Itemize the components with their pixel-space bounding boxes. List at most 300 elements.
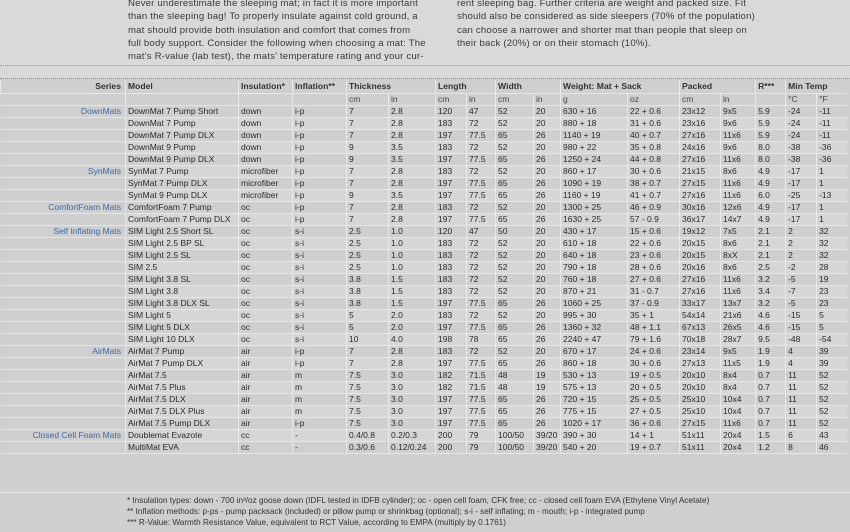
spec-cell: 71.5 — [467, 369, 496, 381]
spec-cell: -17 — [786, 177, 817, 189]
spec-cell: 5.9 — [756, 117, 786, 129]
spec-cell: 430 + 17 — [561, 225, 628, 237]
spec-cell: 20 — [534, 273, 561, 285]
model-name: AirMat 7 Pump DLX — [126, 357, 239, 369]
spec-cell: 2 — [786, 249, 817, 261]
spec-cell: 20 — [534, 237, 561, 249]
spec-cell: 197 — [436, 417, 467, 429]
spec-cell: 22 + 0.6 — [628, 105, 680, 117]
intro-line: their back (20%) or on their stomach (10%). — [457, 37, 651, 49]
spec-cell: 2.5 — [347, 225, 389, 237]
spec-cell: 20 — [534, 201, 561, 213]
spec-cell: 0.7 — [756, 417, 786, 429]
spec-cell: 52 — [496, 165, 534, 177]
spec-cell: 36x17 — [680, 213, 721, 225]
spec-cell: 47 — [467, 105, 496, 117]
unit-cell: °F — [817, 93, 847, 105]
spec-cell: 26 — [534, 405, 561, 417]
spec-cell: 20x4 — [721, 429, 756, 441]
spec-cell: air — [239, 417, 293, 429]
spec-cell: 20 — [534, 141, 561, 153]
spec-cell: m — [293, 369, 347, 381]
spec-cell: 0.2/0.3 — [389, 429, 436, 441]
spec-cell: 3.8 — [347, 285, 389, 297]
spec-cell: 9x6 — [721, 117, 756, 129]
model-name: ComfortFoam 7 Pump DLX — [126, 213, 239, 225]
model-name: DownMat 7 Pump — [126, 117, 239, 129]
unit-cell: in — [389, 93, 436, 105]
model-name: SIM Light 3.8 DLX SL — [126, 297, 239, 309]
spec-cell: 38 + 0.7 — [628, 177, 680, 189]
units-row — [1, 93, 847, 105]
series-label — [1, 285, 126, 297]
spec-cell: 20 — [534, 165, 561, 177]
spec-cell: 860 + 17 — [561, 165, 628, 177]
spec-cell: 48 — [496, 369, 534, 381]
series-label — [1, 261, 126, 273]
spec-cell: oc — [239, 261, 293, 273]
spec-cell: 1300 + 25 — [561, 201, 628, 213]
spec-cell: 2.8 — [389, 201, 436, 213]
spec-cell: 1250 + 24 — [561, 153, 628, 165]
spec-cell: 530 + 13 — [561, 369, 628, 381]
spec-cell: 11 — [786, 381, 817, 393]
table-row — [1, 297, 847, 309]
model-name: SIM Light 3.8 SL — [126, 273, 239, 285]
spec-cell: 52 — [817, 393, 847, 405]
spec-cell: 7 — [347, 117, 389, 129]
spec-cell: i-p — [293, 117, 347, 129]
intro-line: full body support. Consider the following when choosing a mat: The — [128, 37, 426, 49]
spec-cell: s-i — [293, 273, 347, 285]
spec-cell: 7 — [347, 213, 389, 225]
model-name: DownMat 9 Pump — [126, 141, 239, 153]
spec-cell: i-p — [293, 357, 347, 369]
spec-cell: 27x16 — [680, 273, 721, 285]
table-row — [1, 105, 847, 117]
spec-cell: 7 — [347, 345, 389, 357]
series-label — [1, 177, 126, 189]
intro-line: than the sleeping bag! To properly insulate against cold ground, a — [128, 11, 418, 23]
series-label — [1, 189, 126, 201]
spec-cell: 72 — [467, 165, 496, 177]
spec-cell: 540 + 20 — [561, 441, 628, 453]
spec-cell: 20 — [534, 309, 561, 321]
spec-cell: 1630 + 25 — [561, 213, 628, 225]
spec-cell: i-p — [293, 165, 347, 177]
spec-cell: 7.5 — [347, 417, 389, 429]
spec-cell: 79 — [467, 441, 496, 453]
spec-cell: 65 — [496, 153, 534, 165]
spec-cell: 11x6 — [721, 273, 756, 285]
table-row — [1, 165, 847, 177]
spec-cell: 52 — [496, 117, 534, 129]
spec-cell: 870 + 21 — [561, 285, 628, 297]
spec-cell: 5 — [817, 309, 847, 321]
spec-cell: 0.7 — [756, 393, 786, 405]
spec-cell: 1.9 — [756, 345, 786, 357]
spec-cell: 3.2 — [756, 297, 786, 309]
spec-cell: 3.2 — [756, 273, 786, 285]
spec-cell: 182 — [436, 369, 467, 381]
spec-cell: 52 — [496, 309, 534, 321]
model-name: MultiMat EVA — [126, 441, 239, 453]
spec-cell: 183 — [436, 165, 467, 177]
spec-cell: 20 — [534, 345, 561, 357]
spec-cell: 2.8 — [389, 117, 436, 129]
header-r-value: R*** — [756, 80, 786, 93]
spec-cell: 19 + 0.5 — [628, 369, 680, 381]
spec-cell: 20x10 — [680, 381, 721, 393]
spec-cell: 25x10 — [680, 405, 721, 417]
spec-cell: 77.5 — [467, 129, 496, 141]
spec-table — [0, 80, 847, 454]
spec-cell: 27x15 — [680, 177, 721, 189]
spec-cell: 65 — [496, 357, 534, 369]
spec-cell: 2.5 — [347, 261, 389, 273]
spec-cell: 670 + 17 — [561, 345, 628, 357]
unit-cell: °C — [786, 93, 817, 105]
spec-cell: 2.1 — [756, 249, 786, 261]
spec-cell: 14x7 — [721, 213, 756, 225]
spec-cell: m — [293, 393, 347, 405]
spec-cell: -2 — [786, 261, 817, 273]
spec-cell: 7 — [347, 177, 389, 189]
spec-cell: -38 — [786, 153, 817, 165]
spec-cell: 57 - 0.9 — [628, 213, 680, 225]
spec-cell: 1.0 — [389, 237, 436, 249]
spec-cell: 3.5 — [389, 153, 436, 165]
spec-cell: m — [293, 381, 347, 393]
spec-cell: 575 + 13 — [561, 381, 628, 393]
table-row — [1, 417, 847, 429]
spec-cell: 19 — [534, 381, 561, 393]
spec-cell: oc — [239, 297, 293, 309]
spec-cell: 72 — [467, 309, 496, 321]
spec-cell: 20 — [534, 261, 561, 273]
spec-cell: 32 — [817, 225, 847, 237]
spec-cell: -54 — [817, 333, 847, 345]
spec-cell: oc — [239, 273, 293, 285]
spec-cell: 15 + 0.6 — [628, 225, 680, 237]
spec-cell: 77.5 — [467, 417, 496, 429]
spec-cell: 197 — [436, 213, 467, 225]
spec-cell: 610 + 18 — [561, 237, 628, 249]
spec-cell: -38 — [786, 141, 817, 153]
spec-cell: 35 + 0.8 — [628, 141, 680, 153]
spec-cell: 3.0 — [389, 381, 436, 393]
spec-cell: oc — [239, 213, 293, 225]
spec-cell: 9 — [347, 141, 389, 153]
header-thickness: Thickness — [347, 80, 436, 93]
spec-cell: -11 — [817, 117, 847, 129]
spec-cell: 26 — [534, 321, 561, 333]
spec-cell: 65 — [496, 393, 534, 405]
spec-cell: 7.5 — [347, 393, 389, 405]
intro-line: can choose a narrower and shorter mat than people that sleep on — [457, 24, 747, 36]
spec-cell: 23 — [817, 285, 847, 297]
spec-cell: -48 — [786, 333, 817, 345]
spec-cell: s-i — [293, 321, 347, 333]
spec-cell: 9x6 — [721, 141, 756, 153]
table-row — [1, 153, 847, 165]
spec-cell: 39/20 — [534, 441, 561, 453]
spec-cell: 2.5 — [756, 261, 786, 273]
spec-cell: 12x6 — [721, 201, 756, 213]
spec-cell: 183 — [436, 273, 467, 285]
spec-cell: 1.5 — [389, 285, 436, 297]
spec-cell: down — [239, 105, 293, 117]
series-label — [1, 249, 126, 261]
spec-cell: 1 — [817, 165, 847, 177]
spec-cell: 52 — [496, 141, 534, 153]
spec-cell: 27x13 — [680, 357, 721, 369]
spec-cell: 23x16 — [680, 117, 721, 129]
spec-cell: 20 — [534, 225, 561, 237]
table-row — [1, 285, 847, 297]
table-row — [1, 393, 847, 405]
spec-cell: down — [239, 117, 293, 129]
spec-cell: 26 — [534, 333, 561, 345]
spec-cell: 4.9 — [756, 177, 786, 189]
model-name: ComfortFoam 7 Pump — [126, 201, 239, 213]
spec-cell: -24 — [786, 105, 817, 117]
table-row — [1, 369, 847, 381]
header-length: Length — [436, 80, 496, 93]
spec-cell: 65 — [496, 321, 534, 333]
table-row — [1, 429, 847, 441]
spec-cell: 10 — [347, 333, 389, 345]
spec-cell: 1060 + 25 — [561, 297, 628, 309]
spec-cell: 8.0 — [756, 153, 786, 165]
spec-cell: 3.4 — [756, 285, 786, 297]
spec-cell: 25x10 — [680, 393, 721, 405]
spec-cell: 52 — [496, 285, 534, 297]
spec-cell: 14 + 1 — [628, 429, 680, 441]
spec-cell: 31 + 0.6 — [628, 117, 680, 129]
spec-cell: -15 — [786, 321, 817, 333]
spec-cell: 2.0 — [389, 309, 436, 321]
spec-cell: 52 — [496, 201, 534, 213]
spec-cell: m — [293, 405, 347, 417]
spec-cell: 39 — [817, 357, 847, 369]
spec-cell: 39 — [817, 345, 847, 357]
model-name: SIM Light 2.5 BP SL — [126, 237, 239, 249]
spec-cell: 65 — [496, 297, 534, 309]
unit-cell: oz — [628, 93, 680, 105]
spec-cell: microfiber — [239, 189, 293, 201]
series-label — [1, 237, 126, 249]
spec-cell: 36 + 0.6 — [628, 417, 680, 429]
series-label: DownMats — [80, 105, 121, 116]
spec-cell: 1 — [817, 201, 847, 213]
spec-cell: 21x6 — [721, 309, 756, 321]
spec-cell: -17 — [786, 213, 817, 225]
spec-cell: 52 — [496, 273, 534, 285]
spec-cell: s-i — [293, 285, 347, 297]
unit-cell: cm — [496, 93, 534, 105]
spec-cell: 1.0 — [389, 225, 436, 237]
model-name: SIM Light 10 DLX — [126, 333, 239, 345]
spec-cell: 2.8 — [389, 345, 436, 357]
spec-cell: 980 + 22 — [561, 141, 628, 153]
header-width: Width — [496, 80, 561, 93]
spec-cell: cc — [239, 441, 293, 453]
intro-line: rent sleeping bag. Further criteria are weight and packed size. Fit — [457, 0, 747, 9]
spec-cell: 3.0 — [389, 369, 436, 381]
model-name: SynMat 9 Pump DLX — [126, 189, 239, 201]
spec-cell: oc — [239, 309, 293, 321]
spec-cell: 20x15 — [680, 237, 721, 249]
spec-cell: 183 — [436, 261, 467, 273]
spec-cell: air — [239, 357, 293, 369]
spec-cell: 28x7 — [721, 333, 756, 345]
spec-cell: 72 — [467, 285, 496, 297]
spec-cell: air — [239, 381, 293, 393]
spec-cell: 2.1 — [756, 237, 786, 249]
spec-cell: 3.5 — [389, 141, 436, 153]
spec-cell: 20x10 — [680, 369, 721, 381]
spec-cell: 4.9 — [756, 213, 786, 225]
spec-cell: 995 + 30 — [561, 309, 628, 321]
intro-divider — [0, 65, 850, 66]
spec-cell: 20 — [534, 105, 561, 117]
spec-cell: i-p — [293, 105, 347, 117]
spec-cell: 2.5 — [347, 249, 389, 261]
spec-cell: s-i — [293, 249, 347, 261]
table-row — [1, 261, 847, 273]
spec-cell: 120 — [436, 105, 467, 117]
spec-cell: 183 — [436, 117, 467, 129]
spec-cell: 52 — [817, 405, 847, 417]
spec-cell: 33x17 — [680, 297, 721, 309]
spec-cell: 50 — [496, 225, 534, 237]
spec-cell: 77.5 — [467, 357, 496, 369]
spec-cell: 30x16 — [680, 201, 721, 213]
series-label — [1, 129, 126, 141]
spec-cell: 65 — [496, 213, 534, 225]
unit-cell: cm — [680, 93, 721, 105]
spec-cell: 28 — [817, 261, 847, 273]
spec-cell: 1.9 — [756, 357, 786, 369]
spec-cell: 11 — [786, 393, 817, 405]
spec-cell: 9 — [347, 189, 389, 201]
spec-cell: 70x18 — [680, 333, 721, 345]
spec-cell: 182 — [436, 381, 467, 393]
spec-cell: 11x5 — [721, 357, 756, 369]
series-label — [1, 273, 126, 285]
spec-cell: 1360 + 32 — [561, 321, 628, 333]
spec-cell: 27 + 0.6 — [628, 273, 680, 285]
spec-cell: 20x15 — [680, 249, 721, 261]
spec-cell: 26 — [534, 417, 561, 429]
spec-cell: - — [293, 441, 347, 453]
spec-cell: 630 + 16 — [561, 105, 628, 117]
spec-cell: 0.7 — [756, 405, 786, 417]
header-min-temp: Min Temp — [786, 80, 847, 93]
spec-cell: 23 — [817, 297, 847, 309]
spec-cell: s-i — [293, 261, 347, 273]
table-row — [1, 249, 847, 261]
spec-cell: 48 — [496, 381, 534, 393]
spec-cell: 27x16 — [680, 285, 721, 297]
spec-cell: 77.5 — [467, 189, 496, 201]
spec-cell: 11 — [786, 405, 817, 417]
spec-cell: 77.5 — [467, 213, 496, 225]
spec-cell: 760 + 18 — [561, 273, 628, 285]
table-row — [1, 177, 847, 189]
spec-cell: 35 + 1 — [628, 309, 680, 321]
spec-cell: 10x4 — [721, 393, 756, 405]
spec-cell: air — [239, 345, 293, 357]
spec-cell: air — [239, 369, 293, 381]
spec-cell: oc — [239, 285, 293, 297]
spec-cell: 183 — [436, 237, 467, 249]
spec-cell: 4 — [786, 357, 817, 369]
table-row — [1, 441, 847, 453]
spec-cell: -17 — [786, 201, 817, 213]
spec-cell: 7.5 — [347, 369, 389, 381]
table-row — [1, 405, 847, 417]
spec-cell: 72 — [467, 117, 496, 129]
model-name: AirMat 7.5 — [126, 369, 239, 381]
spec-cell: i-p — [293, 213, 347, 225]
spec-cell: 197 — [436, 153, 467, 165]
spec-cell: 1 — [817, 177, 847, 189]
spec-cell: s-i — [293, 333, 347, 345]
series-label — [1, 213, 126, 225]
spec-cell: 7 — [347, 129, 389, 141]
spec-cell: 48 + 1.1 — [628, 321, 680, 333]
spec-cell: 9.5 — [756, 333, 786, 345]
spec-cell: 32 — [817, 237, 847, 249]
spec-cell: 197 — [436, 357, 467, 369]
model-name: SIM Light 5 — [126, 309, 239, 321]
spec-cell: air — [239, 393, 293, 405]
spec-cell: 390 + 30 — [561, 429, 628, 441]
spec-cell: 8x6 — [721, 261, 756, 273]
table-row — [1, 117, 847, 129]
spec-cell: 27x16 — [680, 189, 721, 201]
spec-cell: oc — [239, 321, 293, 333]
spec-cell: -24 — [786, 129, 817, 141]
series-label: AirMats — [92, 345, 121, 356]
spec-cell: oc — [239, 201, 293, 213]
spec-cell: 198 — [436, 333, 467, 345]
spec-cell: -24 — [786, 117, 817, 129]
spec-cell: 77.5 — [467, 153, 496, 165]
spec-cell: 4.9 — [756, 165, 786, 177]
spec-cell: 4.6 — [756, 309, 786, 321]
spec-cell: 78 — [467, 333, 496, 345]
spec-cell: 24 + 0.6 — [628, 345, 680, 357]
unit-cell — [126, 93, 239, 105]
spec-cell: 23 + 0.6 — [628, 249, 680, 261]
spec-cell: 2.8 — [389, 129, 436, 141]
spec-cell: 790 + 18 — [561, 261, 628, 273]
spec-cell: 72 — [467, 237, 496, 249]
spec-cell: 27x15 — [680, 417, 721, 429]
spec-cell: 1090 + 19 — [561, 177, 628, 189]
spec-cell: 7.5 — [347, 405, 389, 417]
spec-cell: 7 — [347, 201, 389, 213]
table-row — [1, 333, 847, 345]
spec-cell: i-p — [293, 177, 347, 189]
spec-cell: 1160 + 19 — [561, 189, 628, 201]
spec-cell: 2.8 — [389, 105, 436, 117]
spec-cell: 65 — [496, 189, 534, 201]
spec-cell: 19 + 0.7 — [628, 441, 680, 453]
